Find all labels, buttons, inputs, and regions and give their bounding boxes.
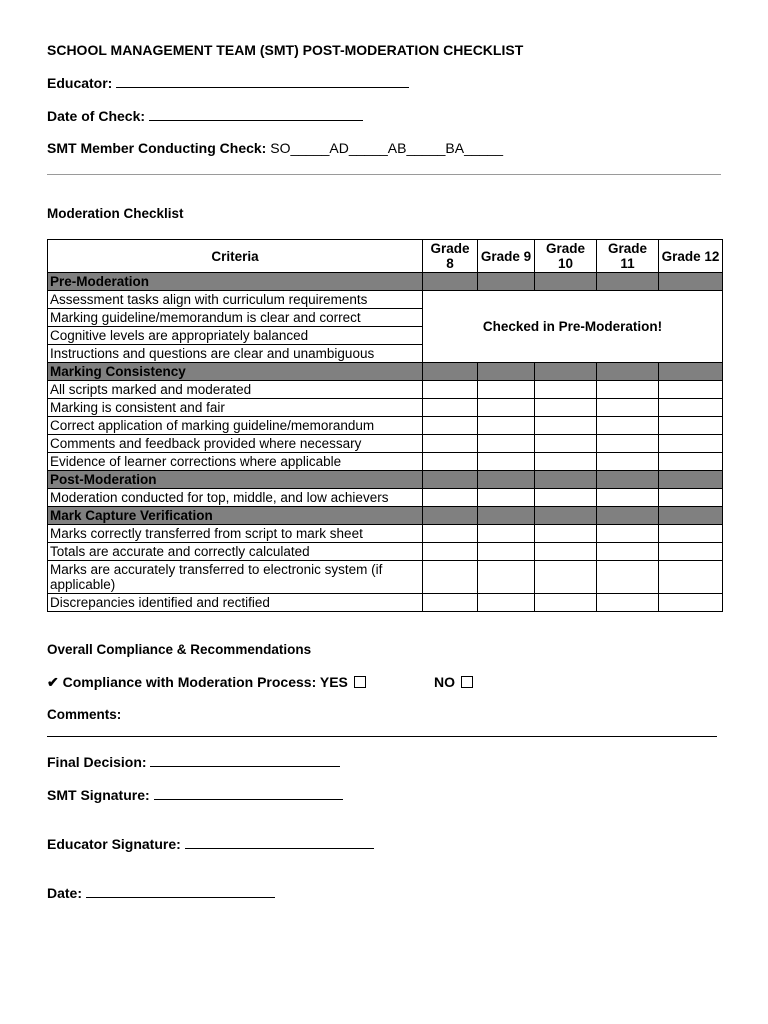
section-title: Mark Capture Verification bbox=[48, 507, 423, 525]
grade-cell[interactable] bbox=[478, 543, 535, 561]
grade-cell[interactable] bbox=[478, 525, 535, 543]
grade-cell[interactable] bbox=[423, 525, 478, 543]
criterion: Comments and feedback provided where necessary bbox=[48, 435, 423, 453]
educator-signature-blank[interactable] bbox=[185, 836, 374, 849]
grade-cell[interactable] bbox=[659, 489, 723, 507]
header-divider bbox=[47, 174, 721, 175]
grade-cell[interactable] bbox=[423, 543, 478, 561]
grade-cell[interactable] bbox=[535, 594, 597, 612]
grade-cell[interactable] bbox=[535, 543, 597, 561]
grade-cell[interactable] bbox=[478, 399, 535, 417]
table-row bbox=[48, 435, 723, 453]
column-header-grade-12: Grade 12 bbox=[659, 240, 723, 273]
grade-cell[interactable] bbox=[597, 381, 659, 399]
grade-cell[interactable] bbox=[535, 525, 597, 543]
section-title: Post-Moderation bbox=[48, 471, 423, 489]
pre-moderation-note: Checked in Pre-Moderation! bbox=[423, 291, 723, 363]
compliance-row bbox=[47, 674, 721, 691]
grade-cell[interactable] bbox=[659, 453, 723, 471]
grade-cell[interactable] bbox=[478, 435, 535, 453]
grade-cell[interactable] bbox=[659, 561, 723, 594]
table-row bbox=[48, 399, 723, 417]
criterion: Moderation conducted for top, middle, and low achievers bbox=[48, 489, 423, 507]
grade-cell[interactable] bbox=[423, 561, 478, 594]
grade-cell[interactable] bbox=[423, 453, 478, 471]
compliance-question: Compliance with Moderation Process: YES bbox=[62, 674, 348, 690]
section-title: Pre-Moderation bbox=[48, 273, 423, 291]
table-row bbox=[48, 291, 723, 309]
grade-cell[interactable] bbox=[597, 399, 659, 417]
smt-signature-blank[interactable] bbox=[154, 787, 343, 800]
moderation-checklist-table bbox=[47, 239, 723, 612]
no-label: NO bbox=[434, 674, 455, 690]
grade-cell[interactable] bbox=[659, 417, 723, 435]
final-decision-label: Final Decision: bbox=[47, 754, 147, 770]
date-of-check-blank[interactable] bbox=[149, 108, 363, 121]
column-header-grade-11: Grade 11 bbox=[597, 240, 659, 273]
table-row bbox=[48, 561, 723, 594]
grade-cell[interactable] bbox=[423, 594, 478, 612]
yes-checkbox[interactable] bbox=[354, 676, 366, 688]
criterion: Cognitive levels are appropriately balanced bbox=[48, 327, 423, 345]
date-field bbox=[47, 885, 275, 901]
grade-cell[interactable] bbox=[597, 525, 659, 543]
grade-cell[interactable] bbox=[478, 489, 535, 507]
educator-blank[interactable] bbox=[116, 75, 409, 88]
table-row bbox=[48, 525, 723, 543]
date-of-check-field bbox=[47, 108, 363, 124]
no-option bbox=[434, 674, 473, 690]
final-decision-blank[interactable] bbox=[150, 754, 340, 767]
grade-cell[interactable] bbox=[659, 381, 723, 399]
no-checkbox[interactable] bbox=[461, 676, 473, 688]
criterion: Discrepancies identified and rectified bbox=[48, 594, 423, 612]
grade-cell[interactable] bbox=[535, 453, 597, 471]
date-label: Date: bbox=[47, 885, 83, 901]
criterion: Marks correctly transferred from script to mark sheet bbox=[48, 525, 423, 543]
criterion: Totals are accurate and correctly calculated bbox=[48, 543, 423, 561]
grade-cell[interactable] bbox=[423, 381, 478, 399]
moderation-checklist-heading: Moderation Checklist bbox=[47, 206, 184, 221]
final-decision-field bbox=[47, 754, 340, 770]
table-header-row bbox=[48, 240, 723, 273]
smt-signature-label: SMT Signature: bbox=[47, 787, 150, 803]
table-row bbox=[48, 417, 723, 435]
smt-member-field bbox=[47, 140, 503, 156]
table-row bbox=[48, 381, 723, 399]
grade-cell[interactable] bbox=[597, 561, 659, 594]
column-header-grade-10: Grade 10 bbox=[535, 240, 597, 273]
grade-cell[interactable] bbox=[597, 489, 659, 507]
grade-cell[interactable] bbox=[535, 435, 597, 453]
grade-cell[interactable] bbox=[535, 417, 597, 435]
table-row bbox=[48, 489, 723, 507]
grade-cell[interactable] bbox=[597, 543, 659, 561]
section-row-post-moderation bbox=[48, 471, 723, 489]
grade-cell[interactable] bbox=[423, 489, 478, 507]
grade-cell[interactable] bbox=[478, 417, 535, 435]
criterion: Marking guideline/memorandum is clear and correct bbox=[48, 309, 423, 327]
grade-cell[interactable] bbox=[659, 399, 723, 417]
compliance-heading: Overall Compliance & Recommendations bbox=[47, 642, 312, 657]
grade-cell[interactable] bbox=[659, 594, 723, 612]
criterion: Evidence of learner corrections where applicable bbox=[48, 453, 423, 471]
grade-cell[interactable] bbox=[597, 417, 659, 435]
grade-cell[interactable] bbox=[659, 525, 723, 543]
grade-cell[interactable] bbox=[659, 435, 723, 453]
grade-cell[interactable] bbox=[597, 435, 659, 453]
educator-label: Educator: bbox=[47, 75, 113, 91]
criterion: Marks are accurately transferred to electronic system (if applicable) bbox=[48, 561, 423, 594]
grade-cell[interactable] bbox=[597, 453, 659, 471]
date-blank[interactable] bbox=[86, 885, 275, 898]
table-row bbox=[48, 453, 723, 471]
column-header-grade-8: Grade 8 bbox=[423, 240, 478, 273]
educator-signature-field bbox=[47, 836, 374, 852]
criterion: Marking is consistent and fair bbox=[48, 399, 423, 417]
grade-cell[interactable] bbox=[597, 594, 659, 612]
comments-line[interactable] bbox=[47, 736, 717, 737]
grade-cell[interactable] bbox=[478, 594, 535, 612]
section-row-pre-moderation bbox=[48, 273, 723, 291]
smt-signature-field bbox=[47, 787, 343, 803]
criterion: Assessment tasks align with curriculum requirements bbox=[48, 291, 423, 309]
grade-cell[interactable] bbox=[478, 453, 535, 471]
section-title: Marking Consistency bbox=[48, 363, 423, 381]
smt-member-label: SMT Member Conducting Check: bbox=[47, 140, 267, 156]
grade-cell[interactable] bbox=[535, 381, 597, 399]
column-header-criteria: Criteria bbox=[48, 240, 423, 273]
grade-cell[interactable] bbox=[535, 561, 597, 594]
table-row bbox=[48, 543, 723, 561]
grade-cell[interactable] bbox=[423, 417, 478, 435]
section-row-mark-capture-verification bbox=[48, 507, 723, 525]
educator-field bbox=[47, 75, 409, 91]
grade-cell[interactable] bbox=[478, 561, 535, 594]
educator-signature-label: Educator Signature: bbox=[47, 836, 181, 852]
section-row-marking-consistency bbox=[48, 363, 723, 381]
criterion: Instructions and questions are clear and unambiguous bbox=[48, 345, 423, 363]
table-row bbox=[48, 594, 723, 612]
grade-cell[interactable] bbox=[535, 399, 597, 417]
grade-cell[interactable] bbox=[535, 489, 597, 507]
date-of-check-label: Date of Check: bbox=[47, 108, 146, 124]
check-mark-icon: ✔ bbox=[47, 674, 59, 690]
grade-cell[interactable] bbox=[478, 381, 535, 399]
grade-cell[interactable] bbox=[423, 399, 478, 417]
grade-cell[interactable] bbox=[659, 543, 723, 561]
page-title: SCHOOL MANAGEMENT TEAM (SMT) POST-MODERATION CHECKLIST bbox=[47, 42, 524, 58]
grade-cell[interactable] bbox=[423, 435, 478, 453]
comments-label: Comments: bbox=[47, 707, 122, 722]
criterion: Correct application of marking guideline/memorandum bbox=[48, 417, 423, 435]
criterion: All scripts marked and moderated bbox=[48, 381, 423, 399]
smt-member-options[interactable]: SO_____AD_____AB_____BA_____ bbox=[270, 140, 503, 156]
column-header-grade-9: Grade 9 bbox=[478, 240, 535, 273]
